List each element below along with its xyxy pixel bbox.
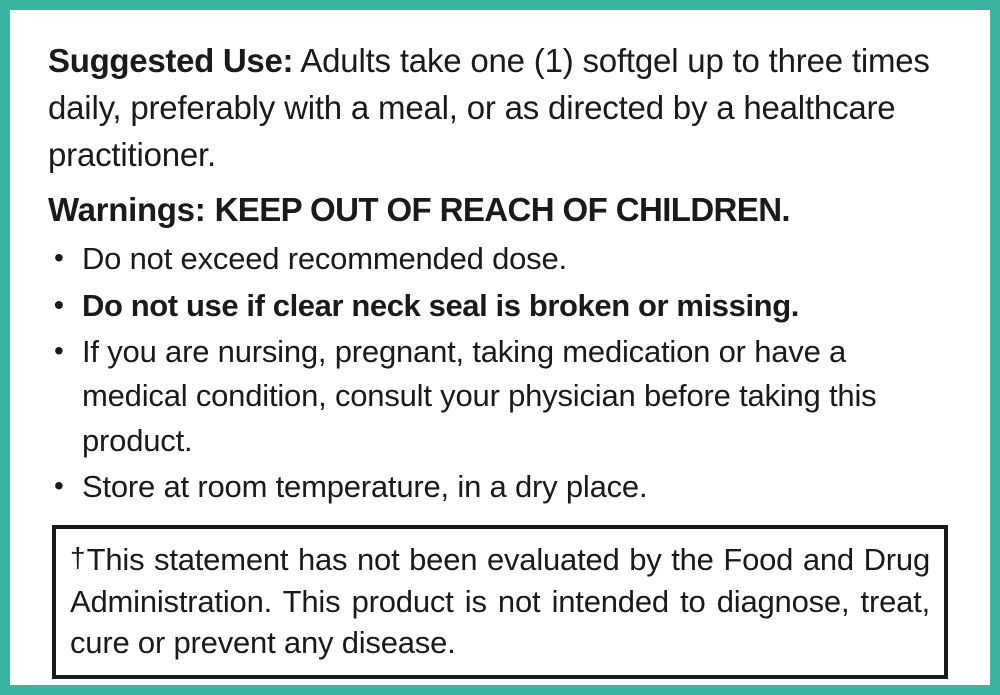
fda-disclaimer-text bbox=[70, 539, 930, 663]
list-item bbox=[48, 237, 952, 281]
warnings-list bbox=[48, 237, 952, 509]
keep-out-of-reach-statement: KEEP OUT OF REACH OF CHILDREN. bbox=[214, 190, 790, 228]
suggested-use-text: Adults take one (1) softgel up to three times daily, preferably with a meal, or as directed by a healthcare practitioner. bbox=[48, 42, 930, 173]
label-content bbox=[10, 10, 990, 679]
list-item bbox=[48, 284, 952, 328]
suggested-use-heading: Suggested Use: bbox=[48, 42, 294, 79]
disclaimer-body: This statement has not been evaluated by the Food and Drug Administration. This product is not intended to diagnose, treat, cure or prevent any disease. bbox=[70, 542, 931, 660]
warning-text: Store at room temperature, in a dry place. bbox=[82, 469, 648, 505]
warning-text: Do not use if clear neck seal is broken or missing. bbox=[82, 287, 799, 323]
list-item bbox=[48, 465, 952, 509]
warnings-heading: Warnings: bbox=[48, 190, 206, 228]
fda-disclaimer-box bbox=[52, 525, 948, 679]
list-item bbox=[48, 330, 952, 463]
suggested-use-paragraph bbox=[48, 38, 952, 179]
warnings-heading-line bbox=[48, 189, 952, 232]
warning-text: If you are nursing, pregnant, taking medication or have a medical condition, consult your physician before taking this product. bbox=[82, 334, 877, 458]
warning-text: Do not exceed recommended dose. bbox=[82, 241, 567, 277]
dagger-symbol: † bbox=[70, 542, 87, 574]
